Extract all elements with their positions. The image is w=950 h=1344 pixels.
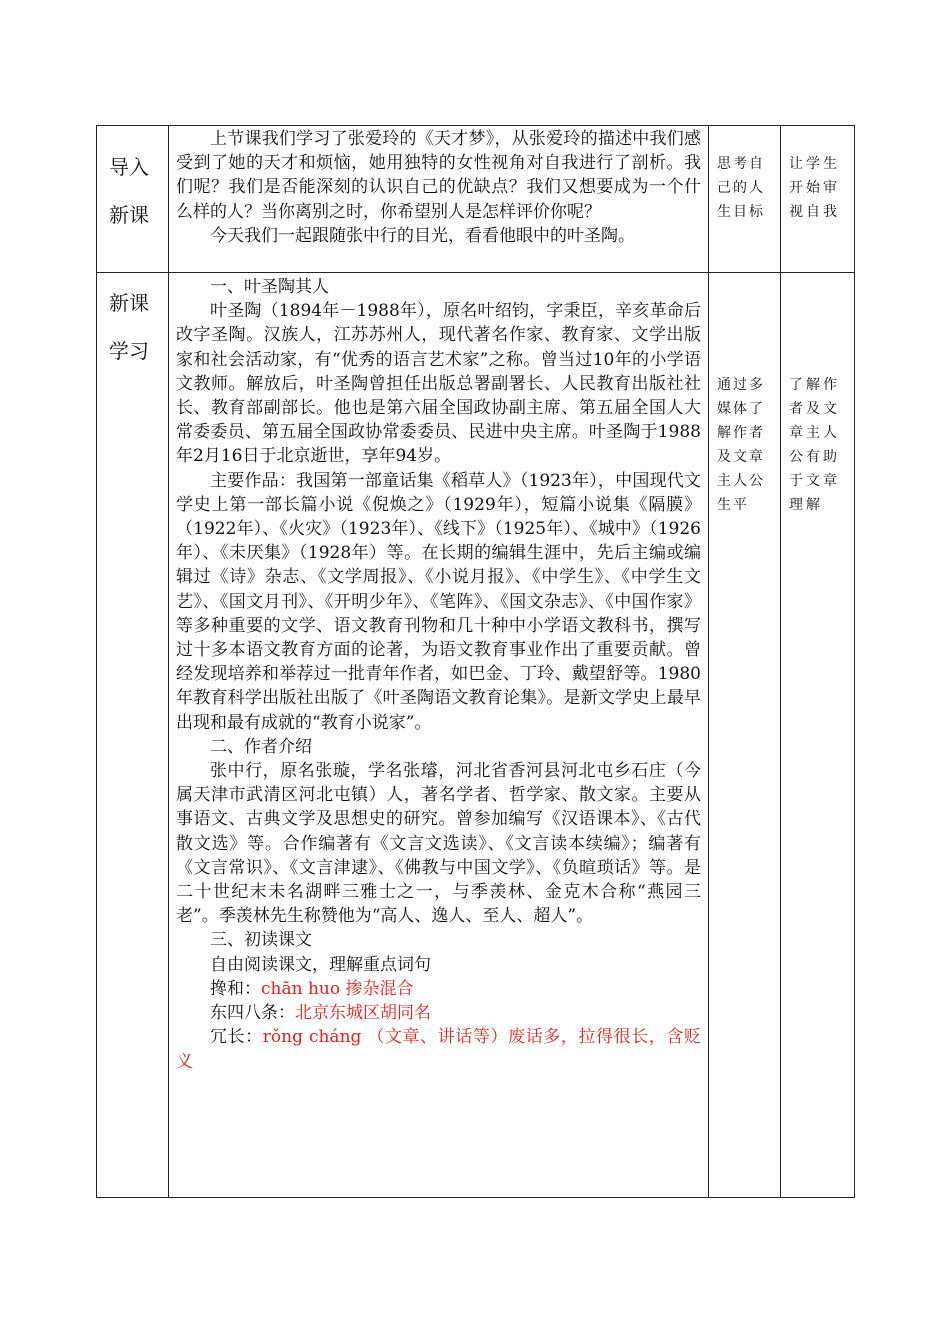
- row-new-lesson: [97, 273, 855, 1198]
- section-heading: 二、作者介绍: [210, 736, 312, 757]
- vocab-definition: 北京东城区胡同名: [295, 1003, 431, 1024]
- student-activity-text: 通过多媒体了解作者及文章主人公生平: [717, 377, 765, 513]
- design-purpose-text: 了解作者及文章主人公有助于文章理解: [789, 377, 840, 513]
- student-activity-text: 思考自己的人生目标: [717, 156, 765, 220]
- student-activity-cell: [709, 126, 781, 273]
- vocab-item: [176, 1001, 701, 1025]
- teacher-content-cell: [169, 126, 709, 273]
- row-intro: [97, 126, 855, 273]
- vocab-word: 搀和：: [210, 978, 261, 999]
- section-heading: 三、初读课文: [210, 930, 312, 951]
- intro-paragraph: 上节课我们学习了张爱玲的《天才梦》，从张爱玲的描述中我们感受到了她的天才和烦恼，她用独特的女性视角对自我进行了剖析。我们呢？我们是否能深刻的认识自己的优缺点？我们又想要成为一个什么样的人？当你离别之时，你希望别人是怎样评价你呢？: [176, 129, 701, 222]
- lesson-plan-table: [96, 125, 855, 1198]
- section-label-line: 新课: [109, 291, 149, 315]
- design-purpose-text: 让学生开始审视自我: [789, 156, 840, 220]
- bio-paragraph: 叶圣陶（1894年－1988年），原名叶绍钧，字秉臣，辛亥革命后改字圣陶。汉族人，江苏苏州人，现代著名作家、教育家、文学出版家和社会活动家，有“优秀的语言艺术家”之称。曾当过10年的小学语文教师。解放后，叶圣陶曾担任出版总署副署长、人民教育出版社社长、教育部副部长。他也是第六届全国政协副主席、第五届全国人大常委委员、第五届全国政协常委委员、民进中央主席。叶圣陶于1988年2月16日于北京逝世，享年94岁。: [176, 301, 701, 467]
- vocab-word: 冗长：: [210, 1027, 263, 1048]
- student-activity-cell: [709, 273, 781, 1198]
- vocab-definition: rǒng cháng （文章、讲话等）废话多，拉得很长，含贬义: [176, 1027, 702, 1072]
- intro-paragraph: 今天我们一起跟随张中行的目光，看看他眼中的叶圣陶。: [210, 225, 635, 246]
- vocab-word: 东四八条：: [210, 1003, 295, 1024]
- section-label-line: 新课: [109, 203, 149, 227]
- works-paragraph: 主要作品：我国第一部童话集《稻草人》（1923年），中国现代文学史上第一部长篇小说《倪焕之》（1929年），短篇小说集《隔膜》（1922年）、《火灾》（1923年）、《线下》（1925年）、《城中》（1926年）、《未厌集》（1928年）等。在长期的编辑生涯中，先后主编或编辑过《诗》杂志、《文学周报》、《小说月报》、《中学生》、《中学生文艺》、《国文月刊》、《开明少年》、《笔阵》、《国文杂志》、《中国作家》等多种重要的文学、语文教育刊物和几十种中小学语文教科书，撰写过十多本语文教育方面的论著，为语文教育事业作出了重要贡献。曾经发现培养和举荐过一批青年作者，如巴金、丁玲、戴望舒等。1980年教育科学出版社出版了《叶圣陶语文教育论集》。是新文学史上最早出现和最有成就的“教育小说家”。: [176, 470, 701, 733]
- design-purpose-cell: [781, 273, 855, 1198]
- vocab-item: [176, 977, 701, 1001]
- design-purpose-cell: [781, 126, 855, 273]
- reading-instruction: 自由阅读课文，理解重点词句: [210, 954, 431, 975]
- section-label-line: 学习: [109, 339, 149, 363]
- section-heading: 一、叶圣陶其人: [210, 277, 329, 297]
- section-label-line: 导入: [109, 155, 149, 179]
- vocab-definition: chān huo 掺杂混合: [261, 978, 414, 999]
- vocab-item: [176, 1025, 701, 1073]
- author-paragraph: 张中行，原名张璇，学名张璿，河北省香河县河北屯乡石庄（今属天津市武清区河北屯镇）人，著名学者、哲学家、散文家。主要从事语文、古典文学及思想史的研究。曾参加编写《汉语课本》、《古代散文选》等。合作编著有《文言文选读》、《文言读本续编》；编著有《文言常识》、《文言津逮》、《佛教与中国文学》、《负暄琐话》等。是二十世纪末未名湖畔三雅士之一，与季羡林、金克木合称“燕园三老”。季羡林先生称赞他为“高人、逸人、至人、超人”。: [176, 761, 701, 927]
- section-label-cell: [97, 273, 169, 1198]
- teacher-content-cell: [169, 273, 709, 1198]
- section-label-cell: [97, 126, 169, 273]
